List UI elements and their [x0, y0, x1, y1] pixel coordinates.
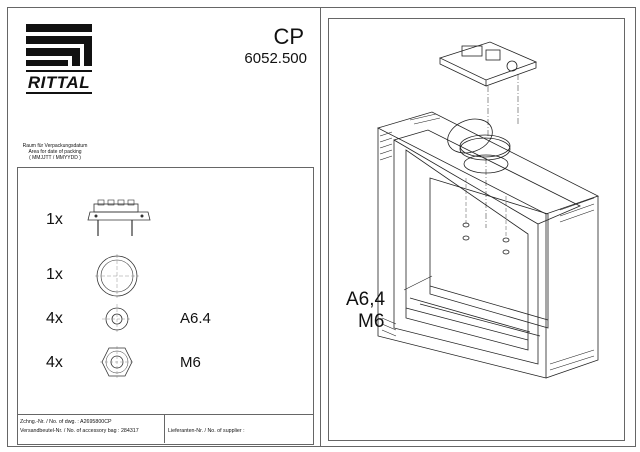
packing-note-format: ( MMJJTT / MMYYDD ) — [29, 155, 81, 161]
enclosure-assembly-icon — [340, 28, 620, 388]
accessory-bag-number: Versandbeutel-Nr. / No. of accessory bag : 284317 — [20, 428, 139, 434]
parts-list-frame — [17, 167, 314, 445]
drawing-number: Zchng.-Nr. / No. of dwg. : A2695800CP — [20, 419, 112, 425]
callout-nut: M6 — [358, 311, 385, 332]
grommet-ring-icon — [95, 254, 139, 298]
callout-washer: A6,4 — [346, 289, 386, 310]
part-label: M6 — [180, 354, 201, 371]
article-number: 6052.500 — [244, 50, 307, 67]
part-label: A6.4 — [180, 310, 211, 327]
footer-divider — [17, 414, 314, 415]
part-qty: 4x — [46, 310, 63, 327]
hex-nut-icon — [100, 346, 134, 378]
sheet-divider — [320, 7, 321, 446]
packing-note-de: Raum für Verpackungsdatum — [22, 143, 88, 149]
terminal-block-icon — [86, 198, 154, 240]
part-qty: 4x — [46, 354, 63, 371]
part-qty: 1x — [46, 266, 63, 283]
footer-separator — [164, 414, 165, 443]
supplier-number: Lieferanten-Nr. / No. of supplier : — [168, 428, 245, 434]
rittal-logo — [24, 22, 96, 102]
product-title: CP — [273, 24, 304, 49]
packing-note — [18, 143, 92, 161]
logo-text: RITTAL — [27, 73, 91, 92]
packing-note-en: Area for date of packing — [28, 149, 82, 155]
part-qty: 1x — [46, 211, 63, 228]
washer-icon — [102, 304, 132, 334]
